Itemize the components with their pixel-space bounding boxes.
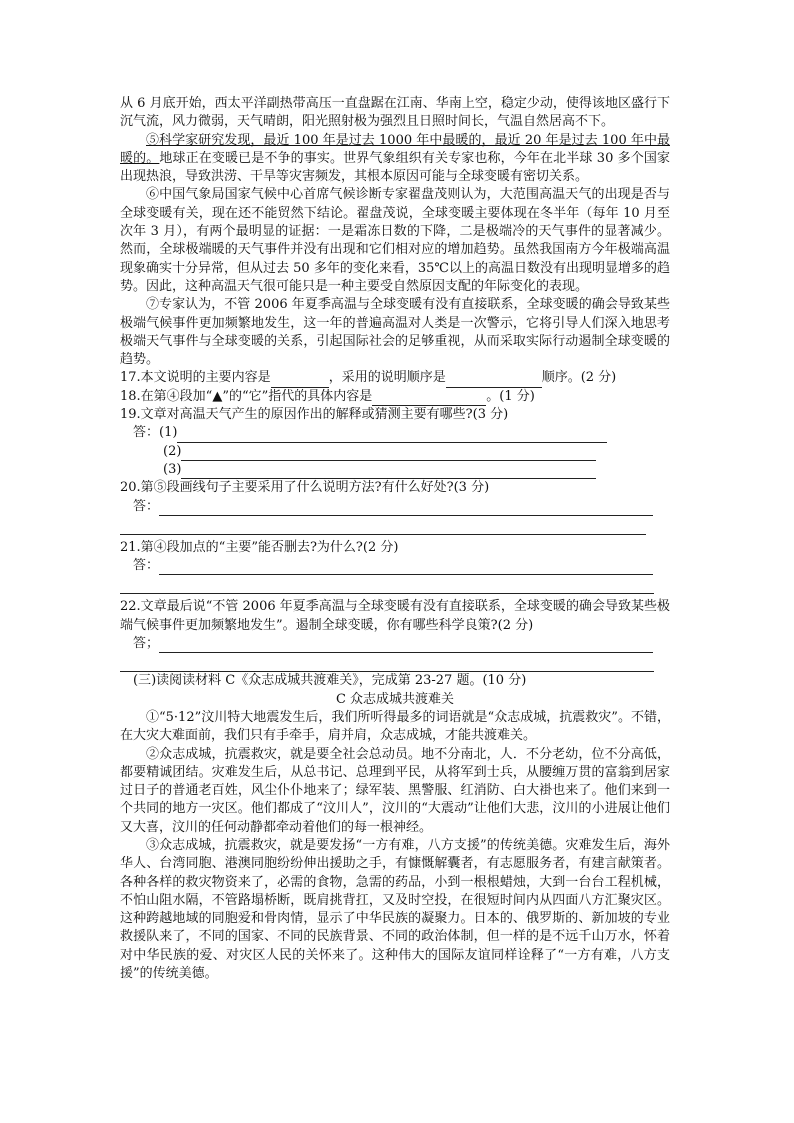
answer-blank-17a[interactable] [271, 373, 329, 388]
paragraph-7: ⑦专家认为，不管 2006 年夏季高温与全球变暖有没有直接联系，全球变暖的确会导致某些极端气候事件更加频繁地发生，这一年的普遍高温对人类是一次警示，它将引导人们深入地思考极端天气事件与全球变暖的关系，引起国际社会的足够重视，从而采取实际行动遏制全球变暖的趋势。 [120, 297, 670, 368]
question-22: 22.文章最后说“不管 2006 年夏季高温与全球变暖有没有直接联系，全球变暖的确会导致某些极端气候事件更加频繁地发生”。遏制全球变暖，你有哪些科学良策?(2 分) [120, 599, 670, 633]
question-20: 20.第⑤段画线句子主要采用了什么说明方法?有什么好处?(3 分) [120, 480, 490, 496]
section-3-heading: (三)读阅读材料 C《众志成城共渡难关》，完成第 23-27 题。(10 分) [133, 673, 527, 689]
answer-22: 答； [120, 635, 670, 653]
answer-line-21-2[interactable] [120, 575, 654, 594]
question-18: 18.在第④段加“▲”的“它”指代的具体内容是 。(1 分) [120, 388, 670, 406]
question-21: 21.第④段加点的“主要”能否删去?为什么?(2 分) [120, 539, 399, 555]
answer-line-21-1[interactable] [159, 559, 653, 575]
answer-line-19-3[interactable] [181, 463, 596, 479]
document-page [120, 95, 670, 983]
answer-line-20-2[interactable] [120, 516, 646, 535]
answer-line-22-1[interactable] [159, 637, 653, 653]
article-paragraph-2: ②众志成城，抗震救灾，就是要全社会总动员。地不分南北，人．不分老幼，位不分高低，都要精诚团结。灾难发生后，从总书记、总理到平民，从将军到士兵，从腰缠万贯的富翁到居家过日子的普通老百姓，风尘仆仆地来了；绿军装、黑警服、红消防、白大褂也来了。他们来到一个共同的地方一灾区。他们都成了“汶川人”，汶川的“大震动”让他们大悲，汶川的小进展让他们又大喜，汶川的任何动静都牵动着他们的每一根神经。 [120, 746, 670, 835]
article-title: C 众志成城共渡难关 [335, 691, 455, 707]
paragraph-continuation: 从 6 月底开始，西太平洋副热带高压一直盘踞在江南、华南上空，稳定少动，使得该地区盛行下沉气流，风力微弱，天气晴朗，阳光照射极为强烈且日照时间长，气温自然居高不下。 [120, 96, 670, 130]
article-paragraph-3: ③众志成城，抗震救灾，就是要发扬“一方有难，八方支援”的传统美德。灾难发生后，海外华人、台湾同胞、港澳同胞纷纷伸出援助之手，有慷慨解囊者，有志愿服务者，有建言献策者。各种各样的救灾物资来了，必需的食物，急需的药品，小到一根根蜡烛，大到一台台工程机械，不怕山阻水隔，不管路塌桥断，既肩挑背扛，又及时空投，在很短时间内从四面八方汇聚灾区。这种跨越地域的同胞爱和骨肉情，显示了中华民族的凝聚力。日本的、俄罗斯的、新加坡的专业救援队来了，不同的国家、不同的民族背景、不同的政治体制，但一样的是不远千山万水，怀着对中华民族的爱、对灾区人民的关怀来了。这种伟大的国际友谊同样诠释了“一方有难，八方支援”的传统美德。 [120, 837, 670, 982]
paragraph-5 [120, 132, 670, 187]
answer-19-1: 答： (1) [120, 424, 670, 442]
answer-20: 答： [120, 498, 670, 516]
paragraph-5-rest: 地球正在变暖已是不争的事实。世界气象组织有关专家也称，今年在北半球 30 多个国家出现热浪，导致洪涝、干旱等灾害频发，其根本原因可能与全球变暖有密切关系。 [120, 150, 670, 185]
question-19: 19.文章对高温天气产生的原因作出的解释或猜测主要有哪些?(3 分) [120, 407, 509, 423]
answer-line-22-2[interactable] [120, 653, 654, 672]
answer-19-2: (2) [120, 443, 670, 461]
answer-line-20-1[interactable] [159, 500, 653, 516]
article-paragraph-1: ①“5·12”汶川特大地震发生后，我们所听得最多的词语就是“众志成城，抗震救灾”。不错，在大灾大难面前，我们只有手牵手，肩并肩，众志成城，才能共渡难关。 [120, 709, 670, 744]
answer-21: 答： [120, 557, 670, 575]
question-17: 17.本文说明的主要内容是 ，采用的说明顺序是 顺序。(2 分) [120, 369, 670, 387]
answer-line-19-1[interactable] [177, 427, 607, 443]
answer-blank-17b[interactable] [446, 373, 542, 388]
underlined-sentence: ⑤科学家研究发现，最近 100 年是过去 1000 年中最暖的，最近 20 年是过去 100 年中最暖的。 [120, 132, 670, 166]
answer-19-3: (3) [120, 461, 670, 479]
answer-blank-18[interactable] [372, 391, 486, 406]
paragraph-6: ⑥中国气象局国家气候中心首席气候诊断专家翟盘茂则认为，大范围高温天气的出现是否与全球变暖有关，现在还不能贸然下结论。翟盘茂说，全球变暖主要体现在冬半年（每年 10 月至次年 3 月），有两个最明显的证据：一是霜冻日数的下降，二是极端冷的天气事件的显著减少。然而，全球极端暖的天气事件并没有出现和它们相对应的增加趋势。虽然我国南方今年极端高温现象确实十分异常，但从过去 50 多年的变化来看，35℃以上的高温日数没有出现明显增多的趋势。因此，这种高温天气很可能只是一种主要受自然原因支配的年际变化的表现。 [120, 187, 670, 294]
answer-line-19-2[interactable] [181, 445, 596, 461]
